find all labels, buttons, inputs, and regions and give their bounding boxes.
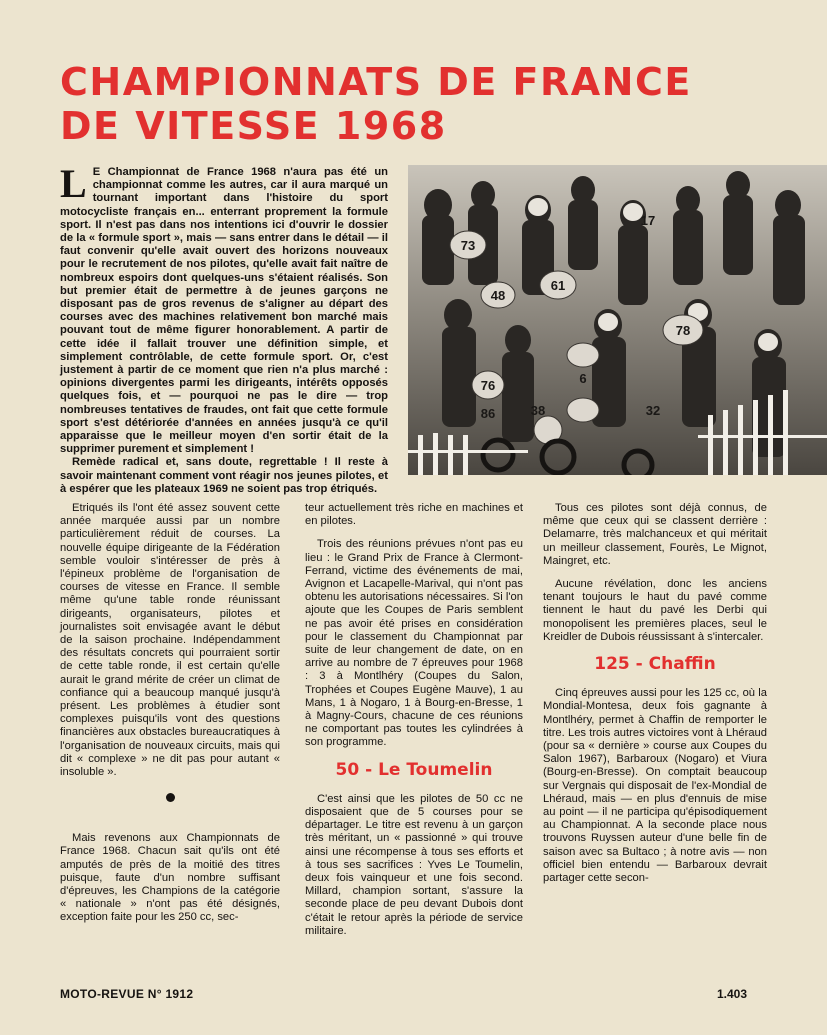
magazine-issue: MOTO-REVUE N° 1912 — [60, 987, 194, 1001]
col2-paragraph-2: Trois des réunions prévues n'ont pas eu lieu : le Grand Prix de France à Clermont-Ferrand, victime des événements de mai, Avignon et Lacapelle-Marival, qui n'ont pas obtenu les autorisations nécessaires. Si l'on ajoute que les Coupes de Paris semblent ne pas avoir été prises en considération pour le classement du Championnat par suite de leur changement de date, on en arrive au nombre de 7 épreuves pour 1968 : 3 à Montlhéry (Coupes du Salon, Trophées et Coupes Eugène Mauve), 1 au Mans, 1 à Nogaro, 1 à Bourg-en-Bresse, 1 à Magny-Cours, chacune de ces réunions ne comportant pas toutes les cylindrées à son programme. — [305, 538, 523, 749]
intro-paragraph — [60, 161, 388, 496]
col3-paragraph-2: Aucune révélation, donc les anciens tenant toujours le haut du pavé comme tiennent le haut du pavé les Derbi qui monopolisent les premières places, seul le Kreidler de Dubois réussissant à s'intercaler. — [543, 578, 767, 643]
col1-paragraph-2: Mais revenons aux Championnats de France 1968. Chacun sait qu'ils ont été amputés de près de la moitié des titres puisque, faute d'un nombre suffisant d'épreuves, les Champions de la catégorie « nationale » n'ont pas été désignés, exception faite pour les 250 cc, sec- — [60, 832, 280, 924]
plate-number: 32 — [645, 403, 661, 418]
column-1 — [60, 502, 280, 935]
article-title — [60, 60, 780, 148]
intro-body: E Championnat de France 1968 n'aura pas été un championnat comme les autres, car il aura marqué un tournant important dans l'histoire du sport motocycliste français en... enterrant proprement la formule sport. Il n'est pas dans nos intentions ici d'ouvrir le dossier de la « formule sport », mais — sans entrer dans le détail — il faut convenir qu'elle avait ouvert des horizons nouveaux pour le recrutement de nos pilotes, qu'elle avait fait naître de nombreux espoirs dont quelques-uns s'étaient réalisés. Son but premier était de permettre à de jeunes garçons ne disposant pas de gros revenus de s'aligner au départ des courses avec des machines relativement bon marché mais pouvant tout de même figurer honorablement. A partir de cette idée il fallait trouver une définition simple, et simplement contrôlable, de cette formule sport. Or, c'est justement à partir de ce moment que rien n'a plus marché : opinions divergentes parmi les dirigeants, intérêts opposés quelques fois, et — pourquoi ne pas le dire — trop nombreuses tentatives de fraudes, ont fait que cette formule sport s'est détériorée d'années en années jusqu'à ce qu'il apparaisse que le meilleur moyen d'en sortir était de la supprimer purement et simplement ! — [60, 166, 388, 456]
col3-paragraph-3: Cinq épreuves aussi pour les 125 cc, où la Mondial-Montesa, deux fois gagnante à Montlhéry, permet à Chaffin de remporter le titre. Les trois autres victoires vont à Lhéraud (pour sa « dernière » course aux Coupes du Salon 1967), Barbaroux (Nogaro) et Viura (Bourg-en-Bresse). On comptait beaucoup sur Vergnais qui disposait de l'ex-Mondial de Lhéraud, mais — en plus d'ennuis de mise au point — il ne participa qu'épisodiquement au Championnat. A la seconde place nous trouvons Ruyssen auteur d'une belle fin de saison avec sa Bultaco ; à notre avis — non officiel bien entendu — Barbaroux devrait partager cette secon- — [543, 687, 767, 885]
column-3 — [543, 502, 767, 895]
intro-text-1 — [60, 161, 388, 456]
plate-number: 73 — [460, 238, 476, 253]
race-photo — [408, 165, 827, 475]
col1-paragraph-1: Etriqués ils l'ont été assez souvent cette année marquée aussi par un nombre particulièrement réduit de courses. La nouvelle équipe dirigeante de la Fédération semble vouloir s'intéresser de près à l'épineux problème de l'organisation de courses de vitesse en France. Il semble même qu'une table ronde réunissant dirigeants, organisateurs, pilotes et journalistes soit envisagée avant le début de la saison prochaine. Indépendamment des résultats concrets qui pourraient sortir de cette table ronde, il est certain qu'elle aurait le grand mérite de créer un climat de confiance qui a beaucoup manqué jusqu'à présent. Les problèmes à étudier sont complexes puisqu'ils vont des questions financières aux obstacles bureaucratiques à l'organisation de nouveaux circuits, mais qui dit « complexe » ne dit pas pour autant « insoluble ». — [60, 502, 280, 779]
section-heading-125cc: 125 - Chaffin — [594, 654, 716, 675]
col3-paragraph-1: Tous ces pilotes sont déjà connus, de même que ceux qui se classent derrière : Delamarre, très malchanceux et qui méritait un meilleur classement, Fourès, Le Mignot, Maingret, etc. — [543, 502, 767, 567]
title-line-1: CHAMPIONNATS DE FRANCE — [60, 60, 692, 104]
plate-number: 38 — [530, 403, 546, 418]
plate-number: 76 — [480, 378, 496, 393]
section-heading-50cc: 50 - Le Toumelin — [335, 759, 493, 780]
drop-cap: L — [60, 161, 87, 206]
plate-number: 78 — [675, 323, 691, 338]
plate-number: 17 — [640, 213, 656, 228]
section-bullet — [166, 793, 175, 802]
plate-number: 48 — [490, 288, 506, 303]
intro-text-2: Remède radical et, sans doute, regrettable ! Il reste à savoir maintenant comment vont réagir nos jeunes pilotes, et à espérer que les plateaux 1969 ne soient pas trop étriqués. — [60, 456, 388, 495]
plate-number: 86 — [480, 406, 496, 421]
page-number: 1.403 — [716, 987, 747, 1001]
plate-number: 61 — [550, 278, 566, 293]
col2-paragraph-3: C'est ainsi que les pilotes de 50 cc ne disposaient que de 5 courses pour se départager. Le titre est revenu à un garçon très méritant, un « passionné » qui trouve ainsi une récompense à tous ses efforts et à tous ses sacrifices : Yves Le Toumelin, deux fois vainqueur et une fois second. Millard, champion sortant, s'assure la seconde place de peu devant Dubois dont c'était le retour après la période de service militaire. — [305, 792, 523, 937]
col2-paragraph-1: teur actuellement très riche en machines et en pilotes. — [305, 502, 523, 528]
column-2 — [305, 502, 523, 948]
photo-illustration — [408, 165, 827, 475]
title-line-2: DE VITESSE 1968 — [60, 104, 447, 148]
plate-number: 6 — [579, 371, 587, 386]
